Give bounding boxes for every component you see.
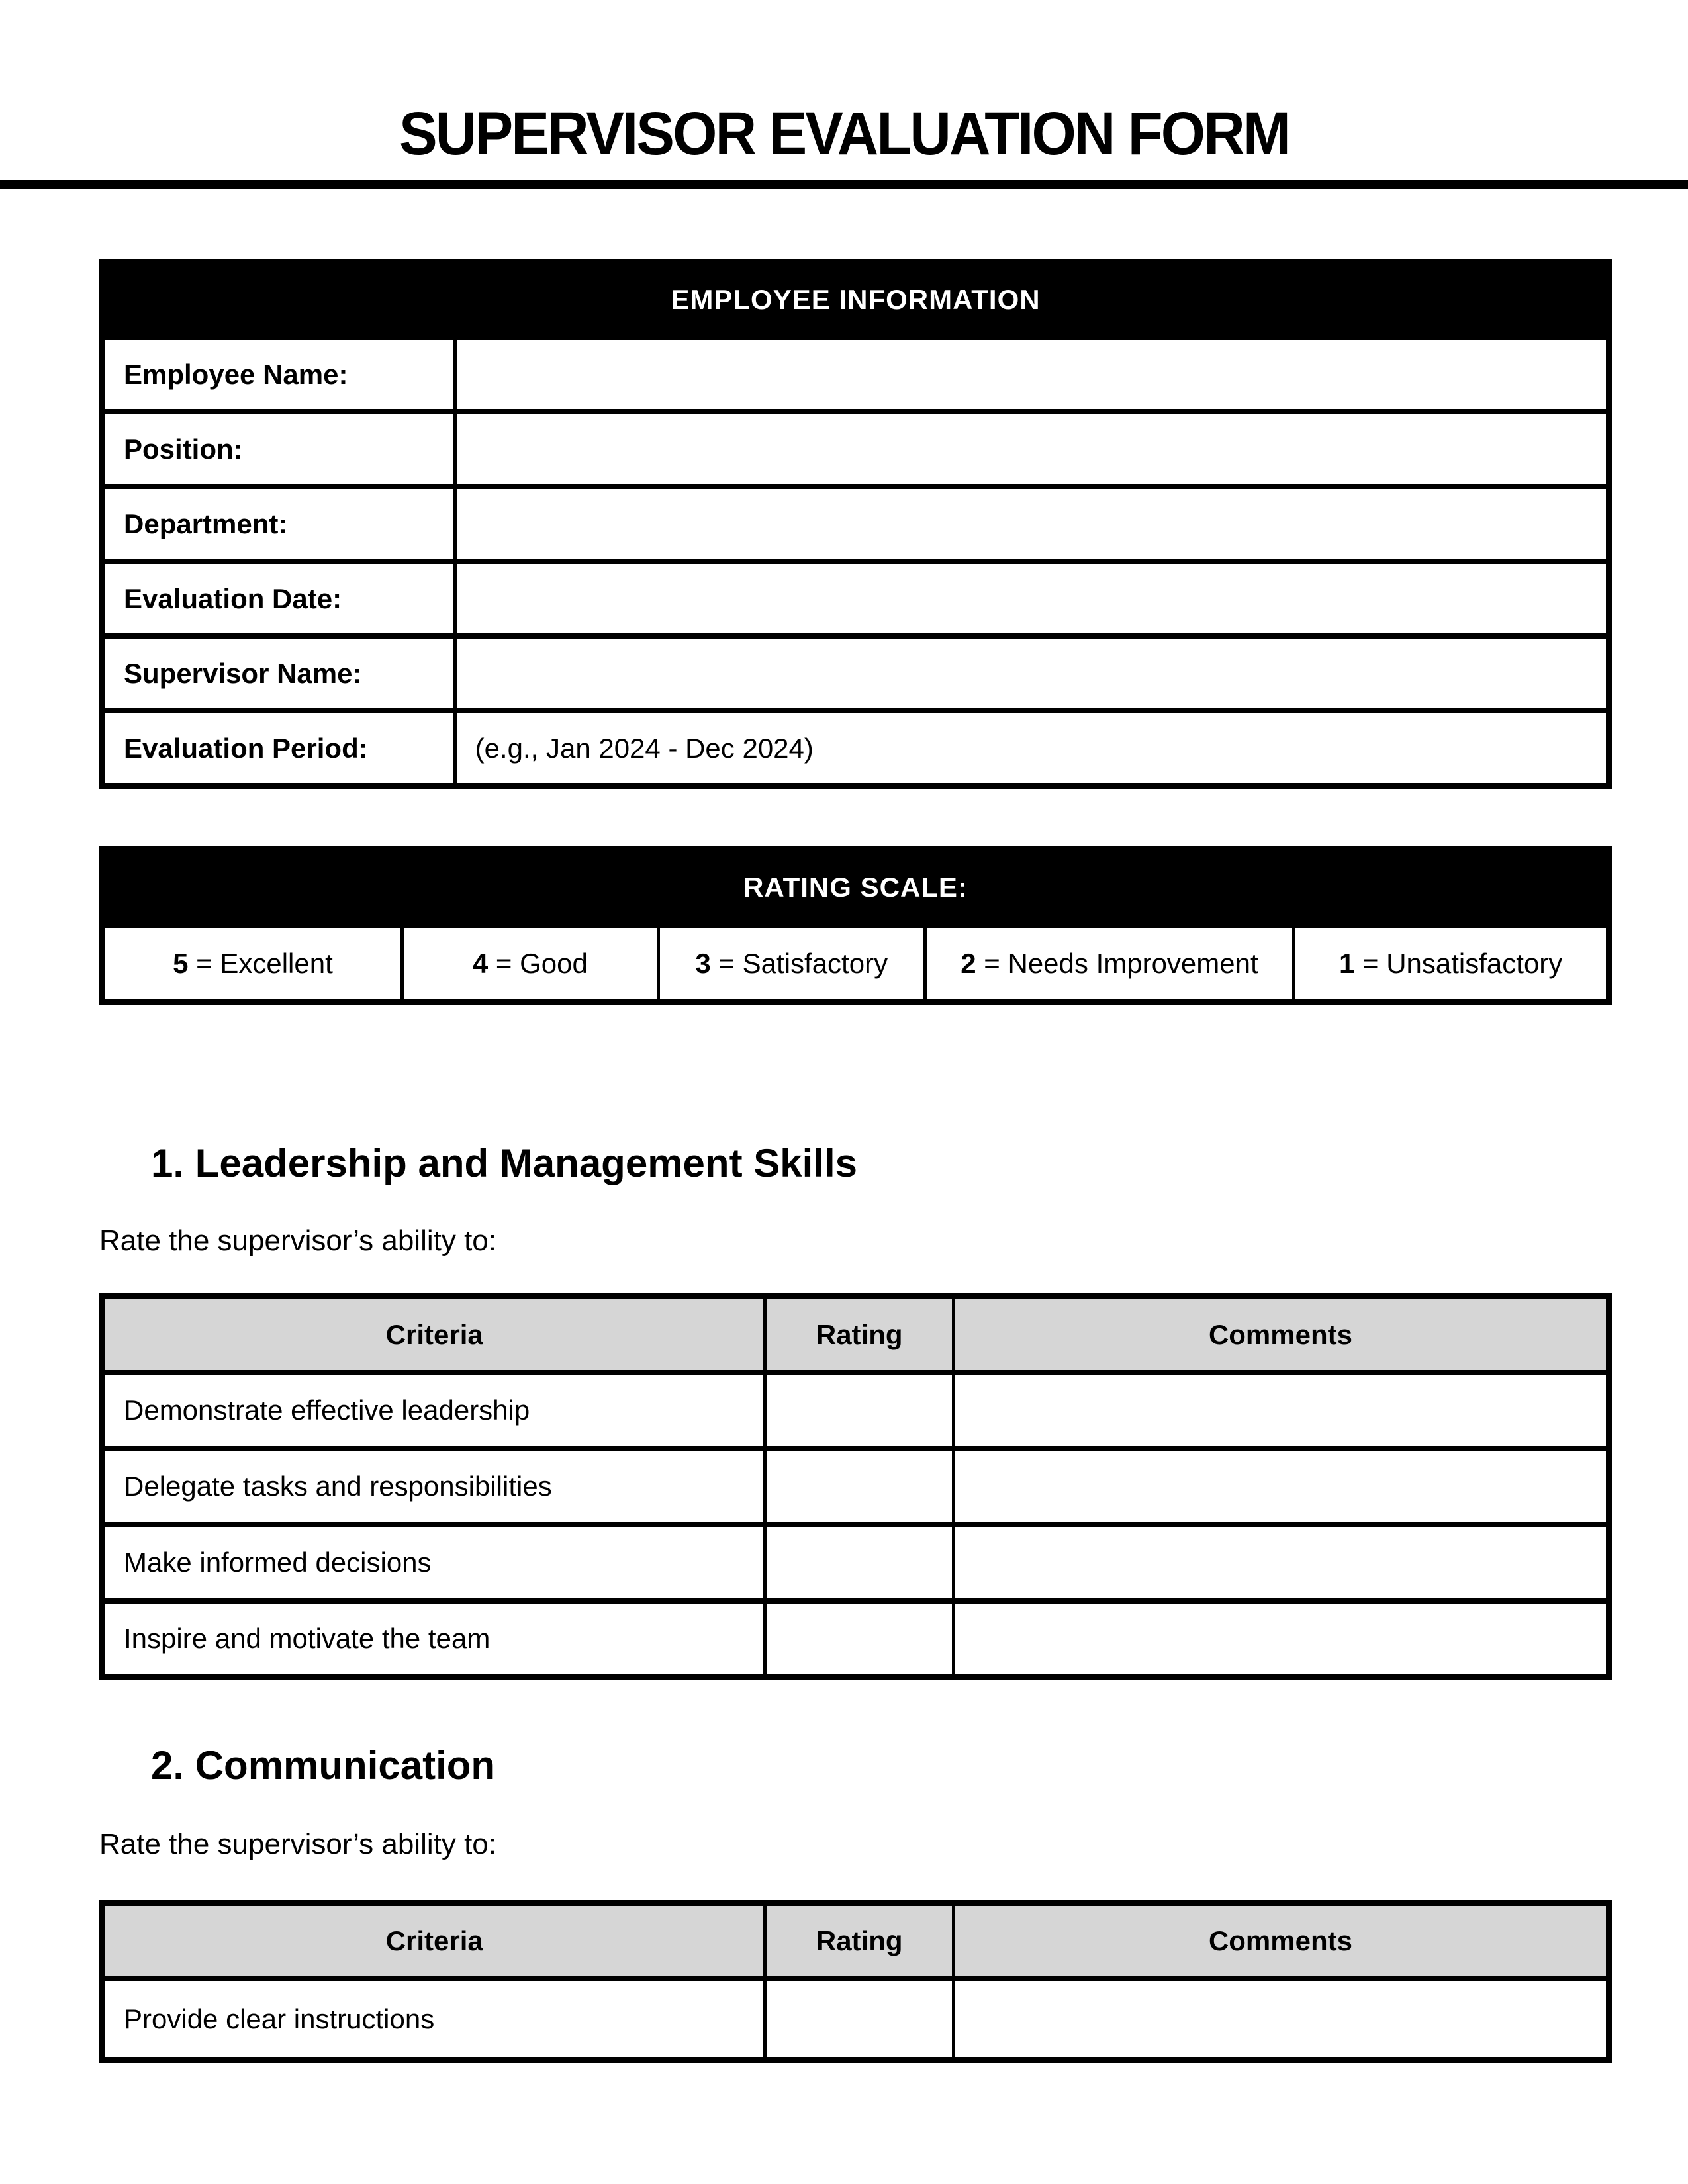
table-row — [103, 486, 1609, 561]
rating-column-header: Rating — [765, 1297, 954, 1373]
table-row — [103, 1449, 1609, 1525]
comments-input-cell[interactable] — [953, 1449, 1609, 1525]
rating-number: 2 — [961, 947, 976, 979]
criteria-cell: Provide clear instructions — [103, 1979, 765, 2060]
table-row — [103, 636, 1609, 711]
rating-column-header: Rating — [765, 1903, 954, 1979]
table-header-row — [103, 1903, 1609, 1979]
rating-label: = Satisfactory — [718, 947, 888, 979]
rating-option-4 — [402, 925, 658, 1001]
table-header-row — [103, 1297, 1609, 1373]
table-row — [103, 337, 1609, 412]
rating-number: 1 — [1338, 947, 1355, 979]
position-label: Position: — [103, 412, 455, 486]
employee-info-table — [99, 259, 1612, 789]
rating-number: 3 — [695, 947, 711, 979]
evaluation-date-label: Evaluation Date: — [103, 561, 455, 636]
employee-name-label: Employee Name: — [103, 337, 455, 412]
criteria-cell: Inspire and motivate the team — [103, 1601, 765, 1677]
criteria-cell: Demonstrate effective leadership — [103, 1373, 765, 1449]
rating-number: 4 — [472, 947, 489, 979]
rating-label: = Excellent — [196, 947, 333, 979]
rating-label: = Needs Improvement — [984, 947, 1258, 979]
rating-scale-table — [99, 846, 1612, 1005]
comments-column-header: Comments — [953, 1903, 1609, 1979]
comments-input-cell[interactable] — [953, 1979, 1609, 2060]
evaluation-period-input-cell[interactable]: (e.g., Jan 2024 - Dec 2024) — [455, 711, 1609, 786]
comments-input-cell[interactable] — [953, 1525, 1609, 1601]
position-input-cell[interactable] — [455, 412, 1609, 486]
page-title: SUPERVISOR EVALUATION FORM — [399, 100, 1289, 167]
comments-input-cell[interactable] — [953, 1601, 1609, 1677]
section-1-criteria-table — [99, 1293, 1612, 1680]
rating-option-1 — [1294, 925, 1609, 1001]
table-header-row — [103, 262, 1609, 337]
table-row — [103, 1525, 1609, 1601]
section-1-heading: 1. Leadership and Management Skills — [151, 1140, 857, 1185]
rating-scale-header: RATING SCALE: — [103, 849, 1609, 925]
department-input-cell[interactable] — [455, 486, 1609, 561]
department-label: Department: — [103, 486, 455, 561]
rating-scale-row — [103, 925, 1609, 1001]
title-divider — [0, 180, 1688, 189]
table-row — [103, 711, 1609, 786]
document-page — [0, 99, 1688, 2184]
rating-input-cell[interactable] — [765, 1979, 954, 2060]
rating-option-2 — [925, 925, 1294, 1001]
rating-input-cell[interactable] — [765, 1373, 954, 1449]
section-2-intro: Rate the supervisor’s ability to: — [99, 1828, 496, 1861]
section-2-heading: 2. Communication — [151, 1743, 496, 1788]
rating-input-cell[interactable] — [765, 1601, 954, 1677]
criteria-column-header: Criteria — [103, 1903, 765, 1979]
evaluation-date-input-cell[interactable] — [455, 561, 1609, 636]
section-2-criteria-table — [99, 1900, 1612, 2063]
rating-input-cell[interactable] — [765, 1525, 954, 1601]
section-1-intro: Rate the supervisor’s ability to: — [99, 1224, 496, 1257]
rating-label: = Good — [495, 947, 588, 979]
supervisor-name-label: Supervisor Name: — [103, 636, 455, 711]
table-row — [103, 1979, 1609, 2060]
rating-option-5 — [103, 925, 402, 1001]
table-row — [103, 1373, 1609, 1449]
table-row — [103, 561, 1609, 636]
table-header-row — [103, 849, 1609, 925]
comments-column-header: Comments — [953, 1297, 1609, 1373]
employee-info-header: EMPLOYEE INFORMATION — [103, 262, 1609, 337]
rating-label: = Unsatisfactory — [1362, 947, 1563, 979]
rating-number: 5 — [173, 947, 189, 979]
criteria-column-header: Criteria — [103, 1297, 765, 1373]
rating-option-3 — [658, 925, 925, 1001]
supervisor-name-input-cell[interactable] — [455, 636, 1609, 711]
table-row — [103, 412, 1609, 486]
criteria-cell: Delegate tasks and responsibilities — [103, 1449, 765, 1525]
criteria-cell: Make informed decisions — [103, 1525, 765, 1601]
rating-input-cell[interactable] — [765, 1449, 954, 1525]
employee-name-input-cell[interactable] — [455, 337, 1609, 412]
comments-input-cell[interactable] — [953, 1373, 1609, 1449]
table-row — [103, 1601, 1609, 1677]
evaluation-period-label: Evaluation Period: — [103, 711, 455, 786]
